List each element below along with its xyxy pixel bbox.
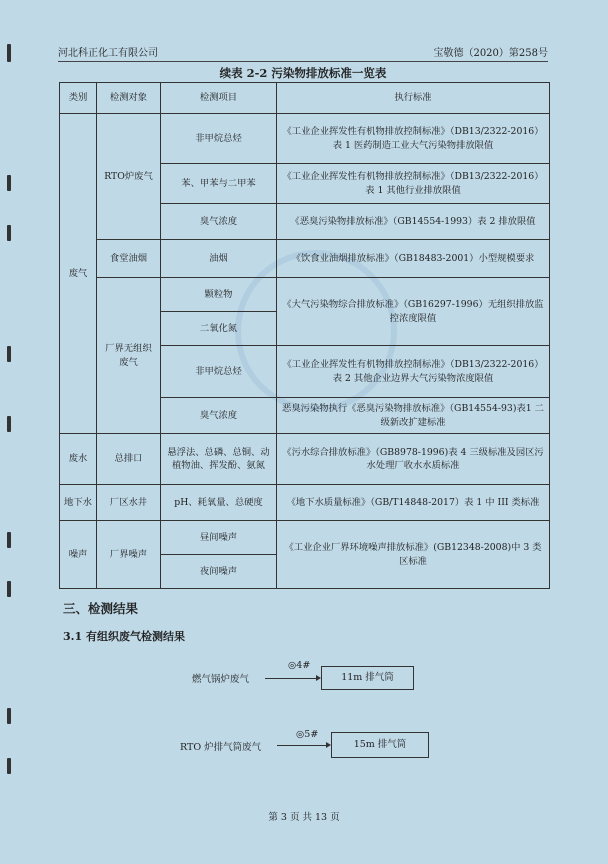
category-cell: 噪声 — [60, 521, 97, 589]
item-cell: 非甲烷总烃 — [161, 114, 277, 164]
object-cell: 厂区水井 — [97, 485, 161, 521]
item-cell: 悬浮法、总磷、总铜、动植物油、挥发酚、氨氮 — [161, 434, 277, 485]
table-title: 续表 2-2 污染物排放标准一览表 — [219, 66, 387, 80]
standard-cell: 《大气污染物综合排放标准》（GB16297-1996）无组织排放监控浓度限值 — [277, 278, 550, 346]
page-header — [58, 43, 548, 62]
section-heading: 三、检测结果 — [63, 601, 139, 616]
table-row — [60, 240, 550, 278]
item-cell: 颗粒物 — [161, 278, 277, 312]
binder-hole — [7, 175, 11, 191]
standard-cell: 《污水综合排放标准》（GB8978-1996)表 4 三级标准及园区污水处理厂收水水质标准 — [277, 434, 550, 485]
standard-cell: 《工业企业挥发性有机物排放控制标准》（DB13/2322-2016）表 1 其他行业排放限值 — [277, 164, 550, 204]
table-row — [60, 114, 550, 164]
table-row — [60, 278, 550, 312]
item-cell: 油烟 — [161, 240, 277, 278]
table-header-row — [60, 83, 550, 114]
column-header: 执行标准 — [277, 83, 550, 114]
binder-hole — [7, 44, 11, 62]
emission-standards-table — [59, 82, 550, 589]
standard-cell: 《工业企业厂界环境噪声排放标准》(GB12348-2008)中 3 类区标准 — [277, 521, 550, 589]
standard-cell: 《工业企业挥发性有机物排放控制标准》（DB13/2322-2016）表 2 其他企业边界大气污染物浓度限值 — [277, 346, 550, 398]
item-cell: 非甲烷总烃 — [161, 346, 277, 398]
object-cell: 厂界无组织 废气 — [97, 278, 161, 434]
sampling-point-marker: ◎5# — [296, 729, 319, 740]
table-row — [60, 485, 550, 521]
standard-cell: 《饮食业油烟排放标准》（GB18483-2001）小型规模要求 — [277, 240, 550, 278]
standard-cell: 《恶臭污染物排放标准》（GB14554-1993）表 2 排放限值 — [277, 204, 550, 240]
item-cell: 昼间噪声 — [161, 521, 277, 555]
item-cell: 二氧化氮 — [161, 312, 277, 346]
item-cell: pH、耗氧量、总硬度 — [161, 485, 277, 521]
exhaust-stack-box: 15m 排气筒 — [331, 732, 429, 758]
company-name: 河北科正化工有限公司 — [58, 48, 158, 59]
table-row — [60, 521, 550, 555]
binder-hole — [7, 708, 11, 724]
column-header: 检测项目 — [161, 83, 277, 114]
object-cell: 厂界噪声 — [97, 521, 161, 589]
flow-arrow — [277, 745, 329, 746]
subsection-heading: 3.1 有组织废气检测结果 — [63, 630, 185, 643]
item-cell: 臭气浓度 — [161, 398, 277, 434]
binder-hole — [7, 532, 11, 548]
item-cell: 夜间噪声 — [161, 555, 277, 589]
binder-hole — [7, 758, 11, 774]
category-cell: 地下水 — [60, 485, 97, 521]
exhaust-stack-box: 11m 排气筒 — [321, 666, 414, 690]
standard-cell: 《地下水质量标准》（GB/T14848-2017）表 1 中 III 类标准 — [277, 485, 550, 521]
binder-hole — [7, 581, 11, 597]
category-cell: 废气 — [60, 114, 97, 434]
flow-source-label: RTO 炉排气筒废气 — [180, 742, 262, 753]
binder-hole — [7, 346, 11, 362]
sampling-point-marker: ◎4# — [288, 660, 311, 671]
document-number: 宝敬德（2020）第258号 — [433, 48, 548, 59]
standard-cell: 《工业企业挥发性有机物排放控制标准》（DB13/2322-2016）表 1 医药制造工业大气污染物排放限值 — [277, 114, 550, 164]
category-cell: 废水 — [60, 434, 97, 485]
column-header: 类别 — [60, 83, 97, 114]
column-header: 检测对象 — [97, 83, 161, 114]
table-row — [60, 434, 550, 485]
binder-hole — [7, 225, 11, 241]
page-footer: 第 3 页 共 13 页 — [268, 812, 340, 823]
item-cell: 苯、甲苯与二甲苯 — [161, 164, 277, 204]
object-cell: RTO炉废气 — [97, 114, 161, 240]
binder-hole — [7, 416, 11, 432]
object-cell: 食堂油烟 — [97, 240, 161, 278]
object-cell: 总排口 — [97, 434, 161, 485]
flow-arrow — [265, 678, 319, 679]
item-cell: 臭气浓度 — [161, 204, 277, 240]
standard-cell: 恶臭污染物执行《恶臭污染物排放标准》（GB14554-93)表1 二级新改扩建标准 — [277, 398, 550, 434]
flow-source-label: 燃气锅炉废气 — [192, 674, 250, 685]
